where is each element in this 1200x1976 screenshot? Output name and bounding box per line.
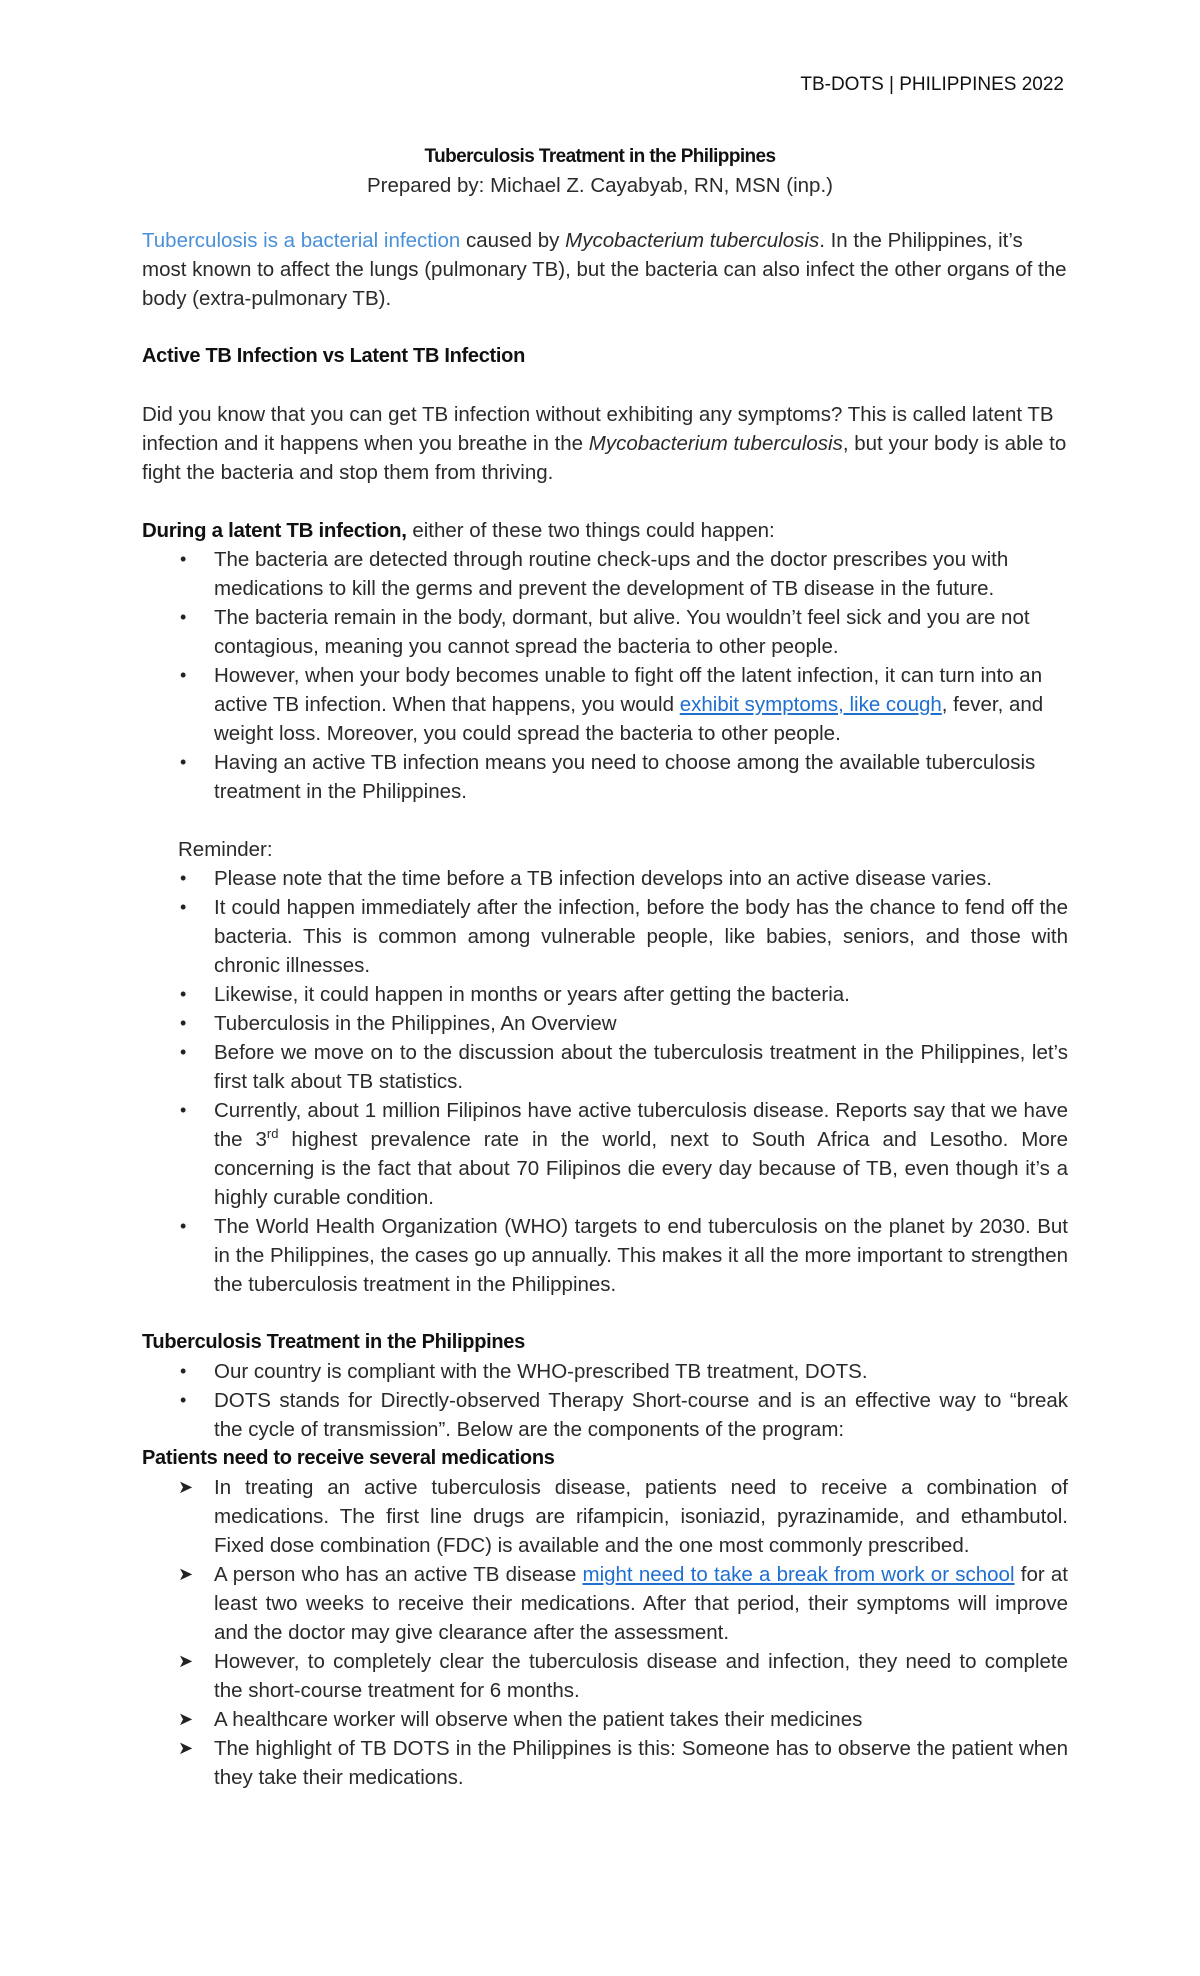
list-item: • Before we move on to the discussion about the tuberculosis treatment in the Philippines, let’s first talk about TB statistics. <box>142 1038 1068 1096</box>
section-heading-medications: Patients need to receive several medications <box>142 1447 555 1469</box>
list-item: • Currently, about 1 million Filipinos have active tuberculosis disease. Reports say that we have the 3rd highest prevalence rate in the world, next to South Africa and Lesotho. More concerning is the fact that about 70 Filipinos die every day because of TB, even though it’s a highly curable condition. <box>142 1096 1068 1212</box>
list-item: ➤ In treating an active tuberculosis disease, patients need to receive a combination of medications. The first line drugs are rifampicin, isoniazid, pyrazinamide, and ethambutol. Fixed dose combination (FDC) is available and the one most commonly prescribed. <box>142 1473 1068 1560</box>
list-item: ➤ However, to completely clear the tuberculosis disease and infection, they need to complete the short-course treatment for 6 months. <box>142 1647 1068 1705</box>
document-body <box>142 226 1068 1792</box>
list-item: • The World Health Organization (WHO) targets to end tuberculosis on the planet by 2030. But in the Philippines, the cases go up annually. This makes it all the more important to strengthen the tuberculosis treatment in the Philippines. <box>142 1212 1068 1299</box>
reminder-bullet-list <box>142 864 1068 1299</box>
document-title: Tuberculosis Treatment in the Philippines <box>424 146 776 167</box>
section-heading-treatment: Tuberculosis Treatment in the Philippines <box>142 1331 525 1353</box>
arrow-bullet-icon: ➤ <box>178 1709 194 1729</box>
arrow-bullet-icon: ➤ <box>178 1651 194 1671</box>
list-item: ➤ The highlight of TB DOTS in the Philippines is this: Someone has to observe the patient when they take their medications. <box>142 1734 1068 1792</box>
latent-bullet-list <box>142 545 1068 806</box>
work-school-break-link[interactable]: might need to take a break from work or school <box>582 1563 1015 1586</box>
arrow-bullet-icon: ➤ <box>178 1477 194 1497</box>
intro-link[interactable]: Tuberculosis is a bacterial infection <box>142 229 461 252</box>
intro-paragraph: Tuberculosis is a bacterial infection caused by Mycobacterium tuberculosis. In the Philippines, it’s most known to affect the lungs (pulmonary TB), but the bacteria can also infect the other organs of the body (extra-pulmonary TB). <box>142 229 1067 310</box>
list-item: ➤ A person who has an active TB disease might need to take a break from work or school for at least two weeks to receive their medications. After that period, their symptoms will improve and the doctor may give clearance after the assessment. <box>142 1560 1068 1647</box>
list-item: • However, when your body becomes unable to fight off the latent infection, it can turn into an active TB infection. When that happens, you would exhibit symptoms, like cough, fever, and weight loss. Moreover, you could spread the bacteria to other people. <box>142 661 1068 748</box>
treatment-bullet-list <box>142 1357 1068 1444</box>
list-item: • Tuberculosis in the Philippines, An Overview <box>142 1009 1068 1038</box>
list-item: • Likewise, it could happen in months or years after getting the bacteria. <box>142 980 1068 1009</box>
author-line: Prepared by: Michael Z. Cayabyab, RN, MSN (inp.) <box>367 174 833 197</box>
running-header: TB-DOTS | PHILIPPINES 2022 <box>800 74 1064 95</box>
list-item: • Our country is compliant with the WHO-prescribed TB treatment, DOTS. <box>142 1357 1068 1386</box>
latent-explainer-paragraph: Did you know that you can get TB infection without exhibiting any symptoms? This is called latent TB infection and it happens when you breathe in the Mycobacterium tuberculosis, but your body is able to fight the bacteria and stop them from thriving. <box>142 403 1067 484</box>
medications-arrow-list <box>142 1473 1068 1792</box>
list-item: • Having an active TB infection means you need to choose among the available tuberculosis treatment in the Philippines. <box>142 748 1068 806</box>
reminder-label: Reminder: <box>178 838 273 861</box>
list-item: • The bacteria are detected through routine check-ups and the doctor prescribes you with medications to kill the germs and prevent the development of TB disease in the future. <box>142 545 1068 603</box>
arrow-bullet-icon: ➤ <box>178 1564 194 1584</box>
list-item: • DOTS stands for Directly-observed Therapy Short-course and is an effective way to “break the cycle of transmission”. Below are the components of the program: <box>142 1386 1068 1444</box>
list-item: • It could happen immediately after the infection, before the body has the chance to fend off the bacteria. This is common among vulnerable people, like babies, seniors, and those with chronic illnesses. <box>142 893 1068 980</box>
list-item: • Please note that the time before a TB infection develops into an active disease varies. <box>142 864 1068 893</box>
arrow-bullet-icon: ➤ <box>178 1738 194 1758</box>
latent-lead-paragraph: During a latent TB infection, either of these two things could happen: <box>142 519 775 542</box>
section-heading-active-vs-latent: Active TB Infection vs Latent TB Infection <box>142 345 525 367</box>
list-item: • The bacteria remain in the body, dormant, but alive. You wouldn’t feel sick and you are not contagious, meaning you cannot spread the bacteria to other people. <box>142 603 1068 661</box>
symptoms-link[interactable]: exhibit symptoms, like cough <box>679 693 942 716</box>
list-item: ➤ A healthcare worker will observe when the patient takes their medicines <box>142 1705 1068 1734</box>
